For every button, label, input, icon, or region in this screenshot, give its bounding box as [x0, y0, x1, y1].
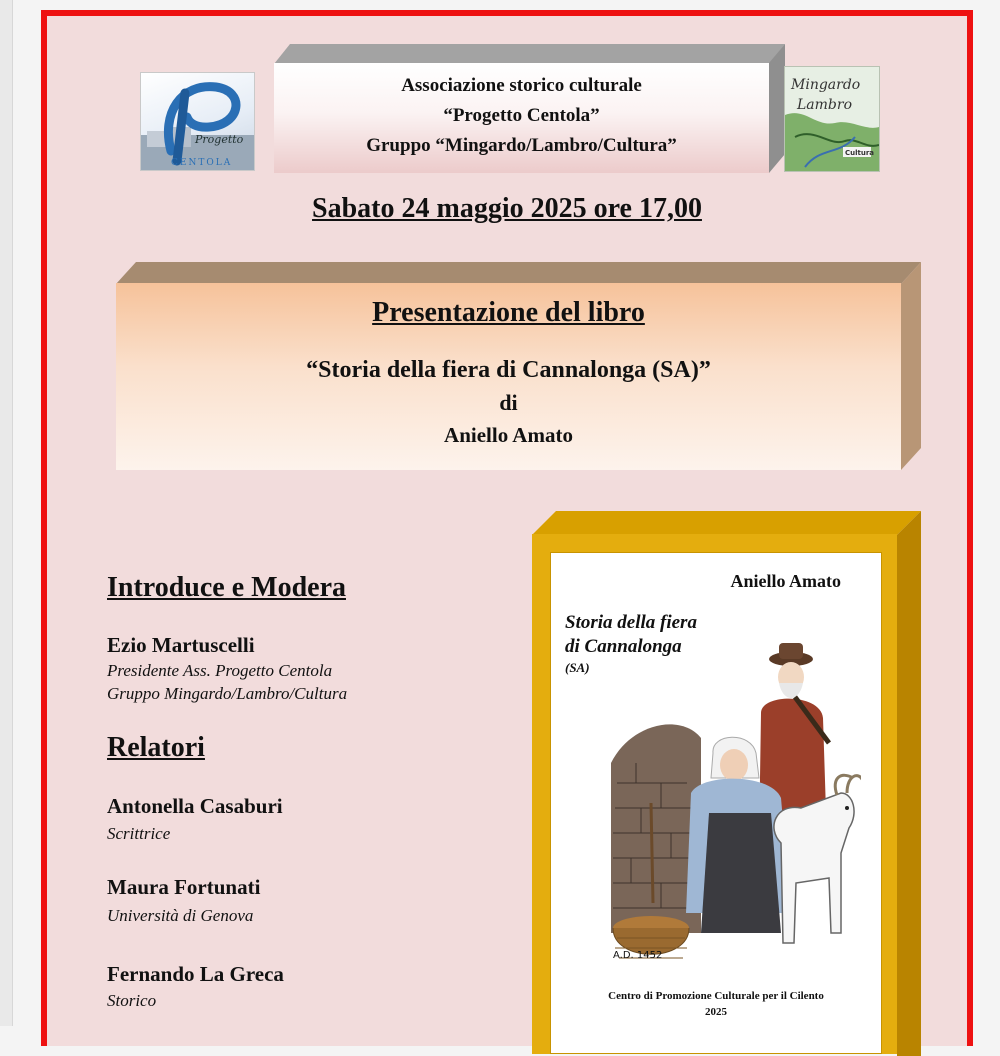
progetto-centola-logo-icon — [141, 73, 254, 170]
header-box-side — [769, 44, 785, 173]
moderator-name: Ezio Martuscelli — [107, 633, 255, 657]
presentation-di: di — [499, 390, 518, 415]
book-frame-top — [532, 511, 921, 535]
cover-illustration-icon — [591, 643, 861, 973]
mingardo-lambro-map-icon — [785, 67, 879, 171]
book-cover — [550, 552, 882, 1054]
speaker-role: Università di Genova — [107, 906, 254, 925]
cover-publisher-name: Centro di Promozione Culturale per il Cilento — [608, 990, 824, 1002]
header-box-top — [274, 44, 785, 64]
presentation-title: Presentazione del libro — [372, 297, 645, 328]
cover-author: Aniello Amato — [730, 571, 841, 591]
presentation-book-title: “Storia della fiera di Cannalonga (SA)” — [306, 357, 711, 383]
cover-title-line1: Storia della fiera — [565, 612, 697, 633]
logo-right-text1: Mingardo — [791, 77, 861, 93]
page-margin — [0, 0, 13, 1026]
logo-right-badge: Cultura — [845, 149, 875, 157]
speaker-role: Scrittrice — [107, 824, 171, 843]
cover-publisher — [551, 988, 881, 1020]
presentation-box-top — [116, 262, 921, 284]
speaker-name: Antonella Casaburi — [107, 794, 283, 818]
association-name: Associazione storico culturale — [401, 75, 642, 96]
event-date: Sabato 24 maggio 2025 ore 17,00 — [312, 193, 702, 224]
group-name: Gruppo “Mingardo/Lambro/Cultura” — [366, 135, 677, 156]
cover-title-line2: di Cannalonga — [565, 636, 682, 657]
mingardo-lambro-logo — [784, 66, 880, 172]
speakers-heading: Relatori — [107, 732, 205, 763]
speaker-name: Maura Fortunati — [107, 875, 261, 899]
speaker-name: Fernando La Greca — [107, 962, 284, 986]
logo-right-text2: Lambro — [797, 97, 853, 113]
header-box — [274, 63, 769, 173]
event-poster — [41, 10, 973, 1046]
cover-signature: A.D. 1452 — [613, 950, 663, 961]
book-frame-side — [897, 511, 921, 1056]
presentation-box — [116, 283, 901, 470]
project-name: “Progetto Centola” — [443, 105, 600, 126]
moderator-role-line1: Presidente Ass. Progetto Centola — [107, 661, 333, 680]
cover-publisher-year: 2025 — [705, 1006, 727, 1018]
moderator-role-line2: Gruppo Mingardo/Lambro/Cultura — [107, 684, 348, 703]
logo-left-text: Progetto — [195, 133, 244, 146]
presentation-author: Aniello Amato — [444, 423, 573, 447]
speaker-role: Storico — [107, 991, 157, 1010]
logo-left-subtext: CENTOLA — [171, 158, 233, 168]
presentation-box-side — [901, 262, 921, 470]
cover-subtitle: (SA) — [565, 660, 590, 675]
progetto-centola-logo — [140, 72, 255, 171]
moderator-heading: Introduce e Modera — [107, 572, 346, 603]
moderator-role — [107, 659, 347, 705]
